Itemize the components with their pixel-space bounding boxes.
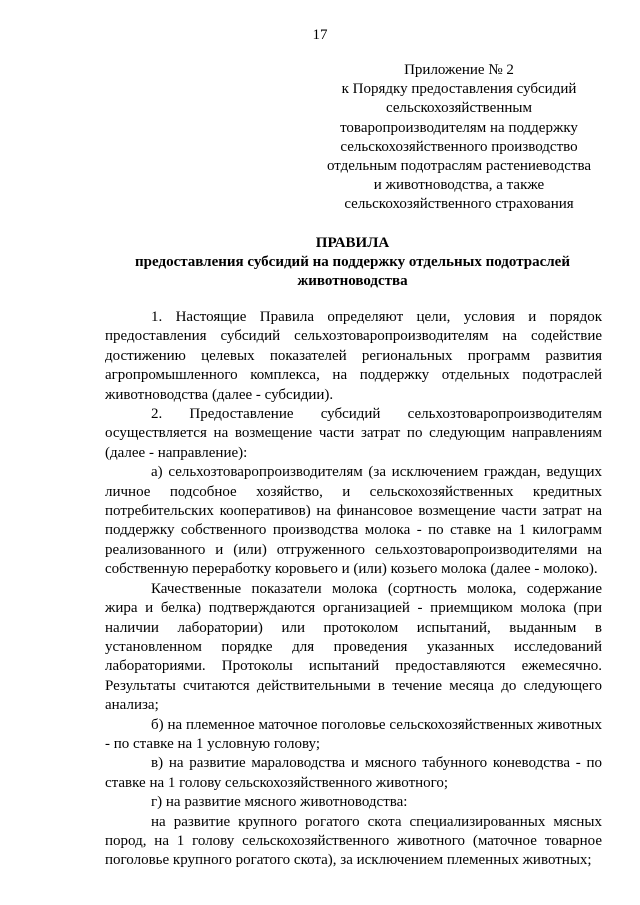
title-main: ПРАВИЛА bbox=[315, 235, 390, 251]
paragraph-a: а) сельхозтоваропроизводителям (за исключением граждан, ведущих личное подсобное хозяйство, и сельскохозяйственных кредитных потребительских кооперативов) на финансовое возмещение части затрат на поддержку собственного производства молока - по ставке на 1 килограмм реализованного и (или) отгруженного сельхозтоваропроизводителями на собственную переработку коровьего и (или) козьего молока (далее - молоко). bbox=[105, 464, 602, 578]
paragraph-g: г) на развитие мясного животноводства: bbox=[151, 794, 408, 811]
appendix-line: сельскохозяйственным bbox=[386, 100, 532, 117]
title-subtitle-line: предоставления субсидий на поддержку отдельных подотраслей bbox=[135, 254, 570, 270]
paragraph-quality: Качественные показатели молока (сортность молока, содержание жира и белка) подтверждаются организацией - приемщиком молока (при наличии лаборатории) или протоколом испытаний, выданным в установленном порядке для проведения указанных исследований лабораториями. Протоколы испытаний предоставляются ежемесячно. Результаты считаются действительными в течение месяца до следующего анализа; bbox=[105, 580, 602, 714]
appendix-line: Приложение № 2 bbox=[404, 62, 514, 78]
paragraph-1: 1. Настоящие Правила определяют цели, условия и порядок предоставления субсидий сельхозтоваропроизводителям на содействие достижению целевых показателей региональных программ развития агропромышленного комплекса, на поддержку отдельных подотраслей животноводства (далее - субсидии). bbox=[105, 309, 602, 403]
paragraph-2: 2. Предоставление субсидий сельхозтоваропроизводителям осуществляется на возмещение части затрат по следующим направлениям (далее - направление): bbox=[105, 406, 602, 461]
paragraph-v: в) на развитие мараловодства и мясного табунного коневодства - по ставке на 1 голову сельскохозяйственного животного; bbox=[105, 755, 602, 791]
appendix-line: сельскохозяйственного страхования bbox=[344, 196, 574, 213]
appendix-header bbox=[300, 61, 618, 215]
appendix-line: сельскохозяйственного производство bbox=[340, 138, 578, 155]
appendix-line: товаропроизводителям на поддержку bbox=[340, 119, 578, 136]
appendix-line: к Порядку предоставления субсидий bbox=[341, 81, 577, 98]
page-number: 17 bbox=[312, 27, 328, 43]
appendix-line: отдельным подотраслям растениеводства bbox=[326, 158, 591, 175]
document-title bbox=[100, 234, 605, 291]
paragraph-cattle: на развитие крупного рогатого скота специализированных мясных пород, на 1 голову сельскохозяйственного животного (маточное товарное поголовье крупного рогатого скота), за исключением племенных животных; bbox=[105, 813, 602, 869]
appendix-line: и животноводства, а также bbox=[373, 177, 545, 194]
title-subtitle-line: животноводства bbox=[297, 273, 408, 289]
paragraph-b: б) на племенное маточное поголовье сельскохозяйственных животных - по ставке на 1 условную голову; bbox=[105, 716, 602, 752]
document-body bbox=[105, 308, 602, 871]
